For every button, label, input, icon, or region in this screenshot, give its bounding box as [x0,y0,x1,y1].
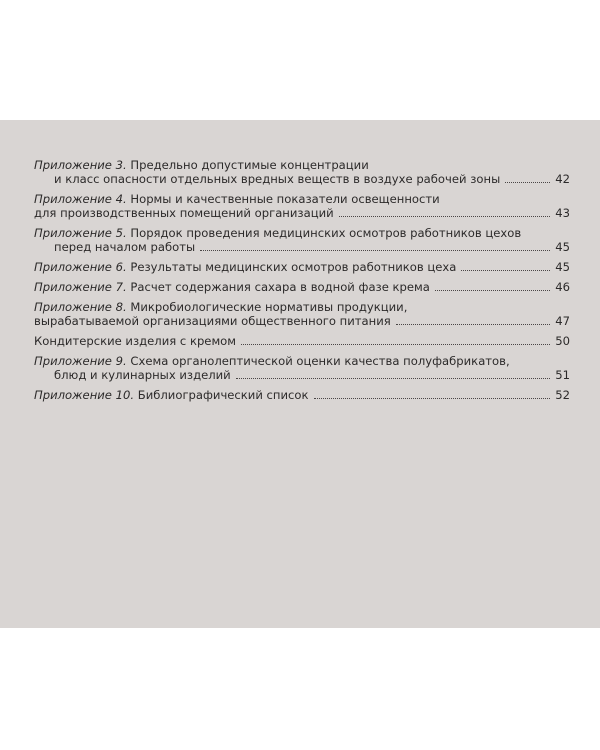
appendix-label: Приложение 8. [34,300,127,314]
toc-title-continuation: перед началом работы [54,240,196,254]
toc-title-text: Кондитерские изделия с кремом [34,334,237,348]
appendix-label: Приложение 6. [34,260,127,274]
page-number: 42 [555,172,570,186]
dot-leader [314,398,550,399]
appendix-label: Приложение 4. [34,192,127,206]
toc-line [34,368,570,382]
dot-leader [461,270,550,271]
toc-entry-appendix-9 [34,354,570,382]
toc-entry-appendix-5 [34,226,570,254]
toc-line [34,226,570,240]
toc-line [34,354,570,368]
dot-leader [200,250,550,251]
page-number: 45 [555,260,570,274]
page-number: 46 [555,280,570,294]
page-number: 43 [555,206,570,220]
appendix-label: Приложение 10. [34,388,135,402]
toc-title-text: Микробиологические нормативы продукции, [126,300,408,314]
toc-title-text: Предельно допустимые концентрации [126,158,369,172]
toc-line [34,334,570,348]
toc-title-text: Нормы и качественные показатели освещенности [126,192,440,206]
toc-line [34,172,570,186]
toc-line [34,158,570,172]
toc-entry-cream-confectionery [34,334,570,348]
dot-leader [241,344,550,345]
toc-line [34,388,570,402]
toc-line [34,314,570,328]
page-number: 47 [555,314,570,328]
dot-leader [505,182,550,183]
toc-title [34,280,430,294]
toc-title [34,300,407,314]
toc-title [34,158,369,172]
toc-title [34,226,521,240]
toc-title [34,354,510,368]
appendix-label: Приложение 3. [34,158,127,172]
table-of-contents [34,158,570,408]
page-number: 52 [555,388,570,402]
toc-title-continuation: для производственных помещений организаций [34,206,334,220]
toc-line [34,260,570,274]
toc-title [34,260,456,274]
appendix-label: Приложение 5. [34,226,127,240]
appendix-label: Приложение 9. [34,354,127,368]
dot-leader [435,290,550,291]
toc-line [34,192,570,206]
appendix-label: Приложение 7. [34,280,127,294]
toc-line [34,300,570,314]
toc-entry-appendix-7 [34,280,570,294]
toc-line [34,240,570,254]
toc-title-continuation: вырабатываемой организациями общественного питания [34,314,391,328]
toc-title-text: Расчет содержания сахара в водной фазе крема [126,280,430,294]
book-page [0,120,600,628]
toc-line [34,280,570,294]
page-number: 45 [555,240,570,254]
dot-leader [396,324,550,325]
toc-entry-appendix-4 [34,192,570,220]
toc-title-continuation: и класс опасности отдельных вредных веществ в воздухе рабочей зоны [54,172,501,186]
toc-title [34,388,309,402]
toc-entry-appendix-6 [34,260,570,274]
toc-entry-appendix-10 [34,388,570,402]
dot-leader [236,378,550,379]
dot-leader [339,216,550,217]
page-number: 50 [555,334,570,348]
toc-title-continuation: блюд и кулинарных изделий [54,368,231,382]
page-number: 51 [555,368,570,382]
toc-title-text: Результаты медицинских осмотров работников цеха [126,260,457,274]
toc-title-text: Схема органолептической оценки качества полуфабрикатов, [126,354,510,368]
toc-entry-appendix-8 [34,300,570,328]
toc-line [34,206,570,220]
toc-title-text: Библиографический список [134,388,309,402]
toc-title-text: Порядок проведения медицинских осмотров работников цехов [126,226,522,240]
toc-entry-appendix-3 [34,158,570,186]
toc-title [34,192,440,206]
